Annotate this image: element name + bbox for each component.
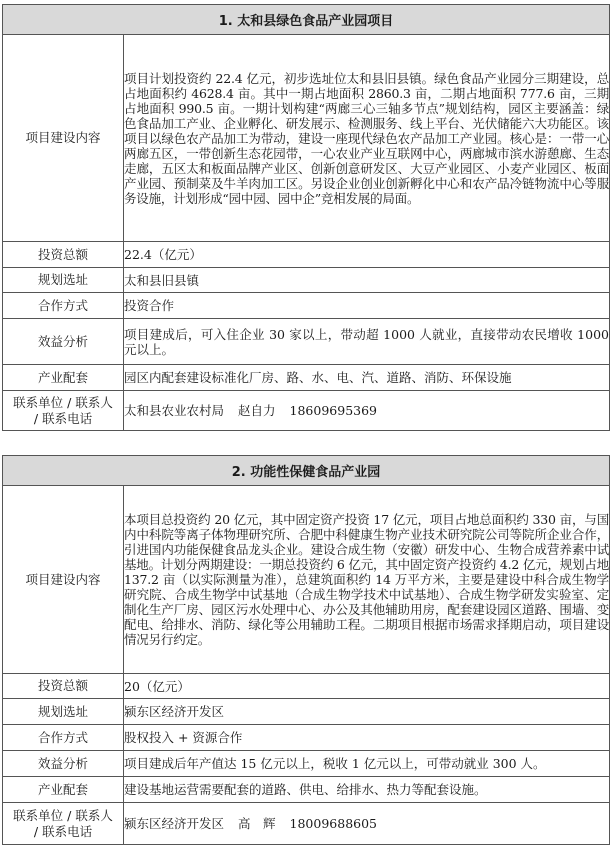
label-benefit: 效益分析 [3, 751, 124, 777]
project-content: 本项目总投资约 20 亿元，其中固定资产投资 17 亿元，项目占地总面积约 330 亩，与国内中科院等离子体物理研究所、合肥中科健康生物产业技术研究院公司等院所企业合作，引进国内功能保健食品龙头企业。建设合成生物（安徽）研发中心、生物合成营养素中试基地。计划分两期建设：一期总投资约 6 亿元，其中固定资产投资约 4.2 亿元，规划占地 137.2 亩（以实际测量为准），总建筑面积约 14 万平方米，主要是建设中科合成生物学研究院、合成生物学中试基地（合成生物学技术中试基地）、合成生物学研发实验室、定制化生产厂房、园区污水处理中心、办公及其他辅助用房，配套建设园区道路、围墙、变配电、给排水、消防、绿化等公用辅助工程。二期项目根据市场需求择期启动，项目建设情况另行约定。 [124, 486, 610, 674]
benefit-value: 项目建成后，可入住企业 30 家以上，带动超 1000 人就业，直接带动农民增收 1000 元以上。 [124, 319, 610, 365]
contact-unit: 太和县农业农村局 [124, 403, 225, 418]
label-investment: 投资总额 [3, 242, 124, 268]
project-title: 1. 太和县绿色食品产业园项目 [3, 5, 610, 35]
contact-person: 高 辉 [238, 816, 276, 831]
benefit-value: 项目建成后年产值达 15 亿元以上，税收 1 亿元以上，可带动就业 300 人。 [124, 751, 610, 777]
label-cooperation: 合作方式 [3, 725, 124, 751]
project-table-1 [2, 4, 610, 431]
location-value: 太和县旧县镇 [124, 268, 610, 293]
label-contact [3, 391, 124, 431]
project-content: 项目计划投资约 22.4 亿元，初步选址位太和县旧县镇。绿色食品产业园分三期建设，总占地面积约 4628.4 亩。其中一期占地面积 2860.3 亩，二期占地面积 777.6 亩，三期占地面积 990.5 亩。一期计划构建“两廊三心三轴多节点”规划结构，园区主要涵盖：绿色食品加工产业、企业孵化、研发展示、检测服务、线上平台、光伏储能六大功能区。该项目以绿色农产品加工为带动，建设一座现代绿色农产品加工产业园。核心是：一带一心两廊五区，一带创新生态花园带，一心农业产业互联网中心，两廊城市滨水游憩廊、生态走廊，五区太和板面品牌产业区、创新创意研发区、大豆产业园区、小麦产业园区、板面产业园、预制菜及牛羊肉加工区。另设企业创业创新孵化中心和农产品冷链物流中心等服务设施，计划形成“园中园、园中企”竞相发展的局面。 [124, 35, 610, 242]
label-location: 规划选址 [3, 268, 124, 293]
label-contact [3, 803, 124, 845]
project-title: 2. 功能性保健食品产业园 [3, 456, 610, 486]
label-content: 项目建设内容 [3, 486, 124, 674]
label-supporting: 产业配套 [3, 777, 124, 803]
label-content: 项目建设内容 [3, 35, 124, 242]
investment-value: 20（亿元） [124, 674, 610, 699]
label-contact-line1: 联系单位 / 联系人 [13, 394, 113, 410]
project-table-2 [2, 455, 610, 845]
supporting-value: 园区内配套建设标准化厂房、路、水、电、汽、道路、消防、环保设施 [124, 365, 610, 391]
location-value: 颍东区经济开发区 [124, 699, 610, 725]
supporting-value: 建设基地运营需要配套的道路、供电、给排水、热力等配套设施。 [124, 777, 610, 803]
contact-person: 赵自力 [238, 403, 276, 418]
contact-unit: 颍东区经济开发区 [124, 816, 225, 831]
label-cooperation: 合作方式 [3, 293, 124, 319]
label-investment: 投资总额 [3, 674, 124, 699]
label-supporting: 产业配套 [3, 365, 124, 391]
label-contact-line1: 联系单位 / 联系人 [13, 807, 113, 823]
cooperation-value: 股权投入 + 资源合作 [124, 725, 610, 751]
contact-value [124, 803, 610, 845]
contact-value [124, 391, 610, 431]
contact-phone: 18009688605 [289, 816, 378, 831]
contact-phone: 18609695369 [289, 403, 378, 418]
label-contact-line2: / 联系电话 [33, 823, 93, 839]
label-benefit: 效益分析 [3, 319, 124, 365]
label-location: 规划选址 [3, 699, 124, 725]
investment-value: 22.4（亿元） [124, 242, 610, 268]
cooperation-value: 投资合作 [124, 293, 610, 319]
label-contact-line2: / 联系电话 [33, 410, 93, 426]
